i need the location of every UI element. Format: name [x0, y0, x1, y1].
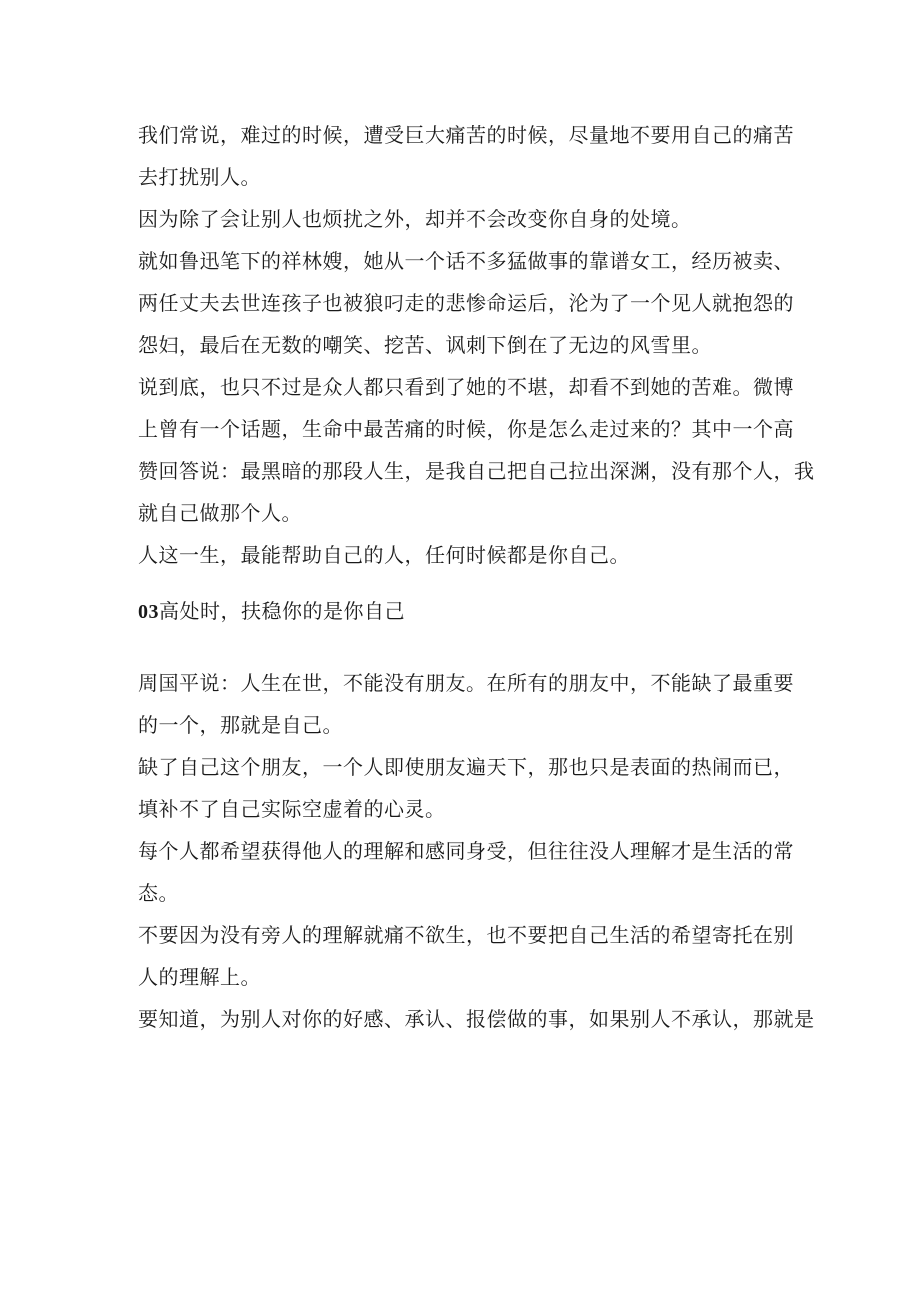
text-line: 每个人都希望获得他人的理解和感同身受，但往往没人理解才是生活的常 [138, 839, 794, 863]
text-line: 两任丈夫去世连孩子也被狼叼走的悲惨命运后，沦为了一个见人就抱怨的 [138, 291, 794, 315]
text-line: 赞回答说：最黑暗的那段人生，是我自己把自己拉出深渊，没有那个人，我 [138, 459, 815, 483]
text-line: 人这一生，最能帮助自己的人，任何时候都是你自己。 [138, 543, 630, 567]
text-line: 的一个，那就是自己。 [138, 713, 343, 737]
section-title: 高处时，扶稳你的是你自己 [159, 599, 405, 623]
text-line: 我们常说，难过的时候，遭受巨大痛苦的时候，尽量地不要用自己的痛苦 [138, 123, 794, 147]
document-body [138, 114, 815, 1040]
text-line: 去打扰别人。 [138, 165, 261, 189]
text-line: 就如鲁迅笔下的祥林嫂，她从一个话不多猛做事的靠谱女工，经历被卖、 [138, 249, 794, 273]
text-line: 说到底，也只不过是众人都只看到了她的不堪，却看不到她的苦难。微博 [138, 375, 794, 399]
text-line: 填补不了自己实际空虚着的心灵。 [138, 797, 446, 821]
text-line: 上曾有一个话题，生命中最苦痛的时候，你是怎么走过来的？其中一个高 [138, 417, 794, 441]
text-line: 就自己做那个人。 [138, 501, 302, 525]
text-line: 要知道，为别人对你的好感、承认、报偿做的事，如果别人不承认，那就是 [138, 1007, 815, 1031]
text-line: 怨妇，最后在无数的嘲笑、挖苦、讽刺下倒在了无边的风雪里。 [138, 333, 712, 357]
text-line: 周国平说：人生在世，不能没有朋友。在所有的朋友中，不能缺了最重要 [138, 671, 794, 695]
text-line: 缺了自己这个朋友，一个人即使朋友遍天下，那也只是表面的热闹而已， [138, 755, 794, 779]
section-number: 03 [138, 601, 159, 623]
text-line: 人的理解上。 [138, 965, 261, 989]
text-line: 态。 [138, 881, 179, 905]
section-heading [138, 590, 788, 632]
text-line: 因为除了会让别人也烦扰之外，却并不会改变你自身的处境。 [138, 207, 692, 231]
text-line: 不要因为没有旁人的理解就痛不欲生，也不要把自己生活的希望寄托在别 [138, 923, 794, 947]
